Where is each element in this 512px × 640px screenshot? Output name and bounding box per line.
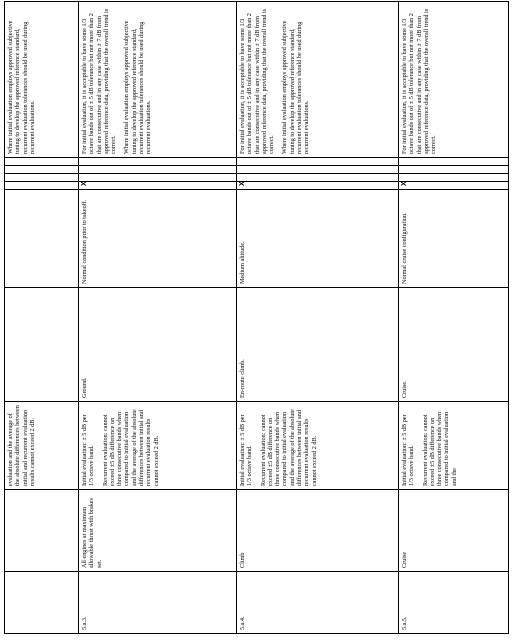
level-cell-d (5, 158, 79, 166)
table-row (237, 2, 399, 634)
level-mark: X (399, 182, 509, 190)
test-number-cell: 5.a.3. (79, 572, 237, 634)
comment-text: For initial evaluation, it is acceptable to have some 1/3 octave bands out of ± 5 dB tolerance but not more than 2 that are consecutive and in any case within ± 7 dB from approved reference data, providing that the overall trend is correct. (401, 8, 438, 154)
comment-text: For initial evaluation, it is acceptable to have some 1/3 octave bands out of ± 5 dB tolerance but not more than 2 that are consecutive and in any case within ± 7 dB from approved reference data, providing that the overall trend is correct. (239, 8, 276, 154)
level-cell-d (399, 158, 509, 166)
tolerance-text: Recurrent evaluation: cannot exceed ±5 dB difference on three consecutive bands when compared to initial evaluation and the average of the absolute differences between initial and recurrent evaluation results cannot exceed 2 dB. (259, 409, 318, 486)
level-cell-a (5, 182, 79, 190)
level-cell-d (237, 158, 399, 166)
level-cell-b (79, 174, 237, 182)
level-mark: X (237, 182, 399, 190)
comment-text: Where initial evaluation employs approved subjective tuning to develop the approved reference standard, recurrent evaluation tolerances should be used during recurrent evaluations. (123, 20, 153, 154)
tolerance-text: Initial evaluation: ± 5 dB per 1/3 octave band. (401, 414, 416, 486)
level-mark: X (79, 182, 237, 190)
test-description-cell: All engines at maximum allowable thrust with brakes set. (79, 490, 237, 572)
test-details-cell: Normal cruise configuration. (399, 190, 509, 288)
tolerance-text: Initial evaluation: ± 5 dB per 1/3 octave band. (81, 414, 96, 486)
flight-condition-cell: En-route climb. (237, 288, 399, 402)
table-row (399, 2, 509, 634)
flight-condition-cell: Cruise. (399, 288, 509, 402)
test-details-cell (5, 190, 79, 288)
table-row (79, 2, 237, 634)
test-details-cell: Medium altitude. (237, 190, 399, 288)
test-description-cell (5, 490, 79, 572)
tolerance-cell (237, 402, 399, 490)
tolerance-text: Recurrent evaluation: cannot exceed ±5 dB difference on three consecutive bands when compared to initial evaluation and the (421, 411, 458, 486)
comment-text: For initial evaluation, it is acceptable to have some 1/3 octave bands out of ± 5 dB tolerance but not more than 2 that are consecutive and in any case within ± 7 dB from approved reference data, providing that the overall trend is correct. (81, 8, 118, 154)
comments-cell (237, 2, 399, 158)
test-description-cell: Cruise (399, 490, 509, 572)
test-description-cell: Climb (237, 490, 399, 572)
tolerance-text: evaluation and the average of the absolute differences between initial and recurrent evaluation results cannot exceed 2 dB. (7, 405, 36, 486)
tolerance-text: Initial evaluation: ± 5 dB per 1/3 octave band. (239, 414, 254, 486)
test-number-cell (5, 572, 79, 634)
level-cell-c (237, 166, 399, 174)
test-number-cell: 5.a.5. (399, 572, 509, 634)
comments-cell (399, 2, 509, 158)
tolerance-cell (399, 402, 509, 490)
level-cell-b (5, 174, 79, 182)
test-details-cell: Normal condition prior to takeoff. (79, 190, 237, 288)
flight-condition-cell: Ground. (79, 288, 237, 402)
requirements-table (4, 1, 509, 634)
level-cell-c (399, 166, 509, 174)
comment-text: Where initial evaluation employs approved subjective tuning to develop the approved reference standard, recurrent evaluation tolerances should be used during recurrent evaluations. (7, 20, 36, 154)
flight-condition-cell (5, 288, 79, 402)
comments-cell (5, 2, 79, 158)
tolerance-cell (79, 402, 237, 490)
tolerance-text: Recurrent evaluation: cannot exceed ±5 dB difference on three consecutive bands when compared to initial evaluation and the average of the absolute differences between initial and recurrent evaluation results cannot exceed 2 dB. (101, 409, 160, 486)
level-cell-c (5, 166, 79, 174)
table-row (5, 2, 79, 634)
test-number-cell: 5.a.4. (237, 572, 399, 634)
level-cell-b (237, 174, 399, 182)
level-cell-c (79, 166, 237, 174)
comments-cell (79, 2, 237, 158)
level-cell-b (399, 174, 509, 182)
tolerance-cell (5, 402, 79, 490)
level-cell-d (79, 158, 237, 166)
comment-text: Where initial evaluation employs approved subjective tuning to develop the approved reference standard, recurrent evaluation tolerances should be used during recurrent evaluations. (281, 20, 311, 154)
